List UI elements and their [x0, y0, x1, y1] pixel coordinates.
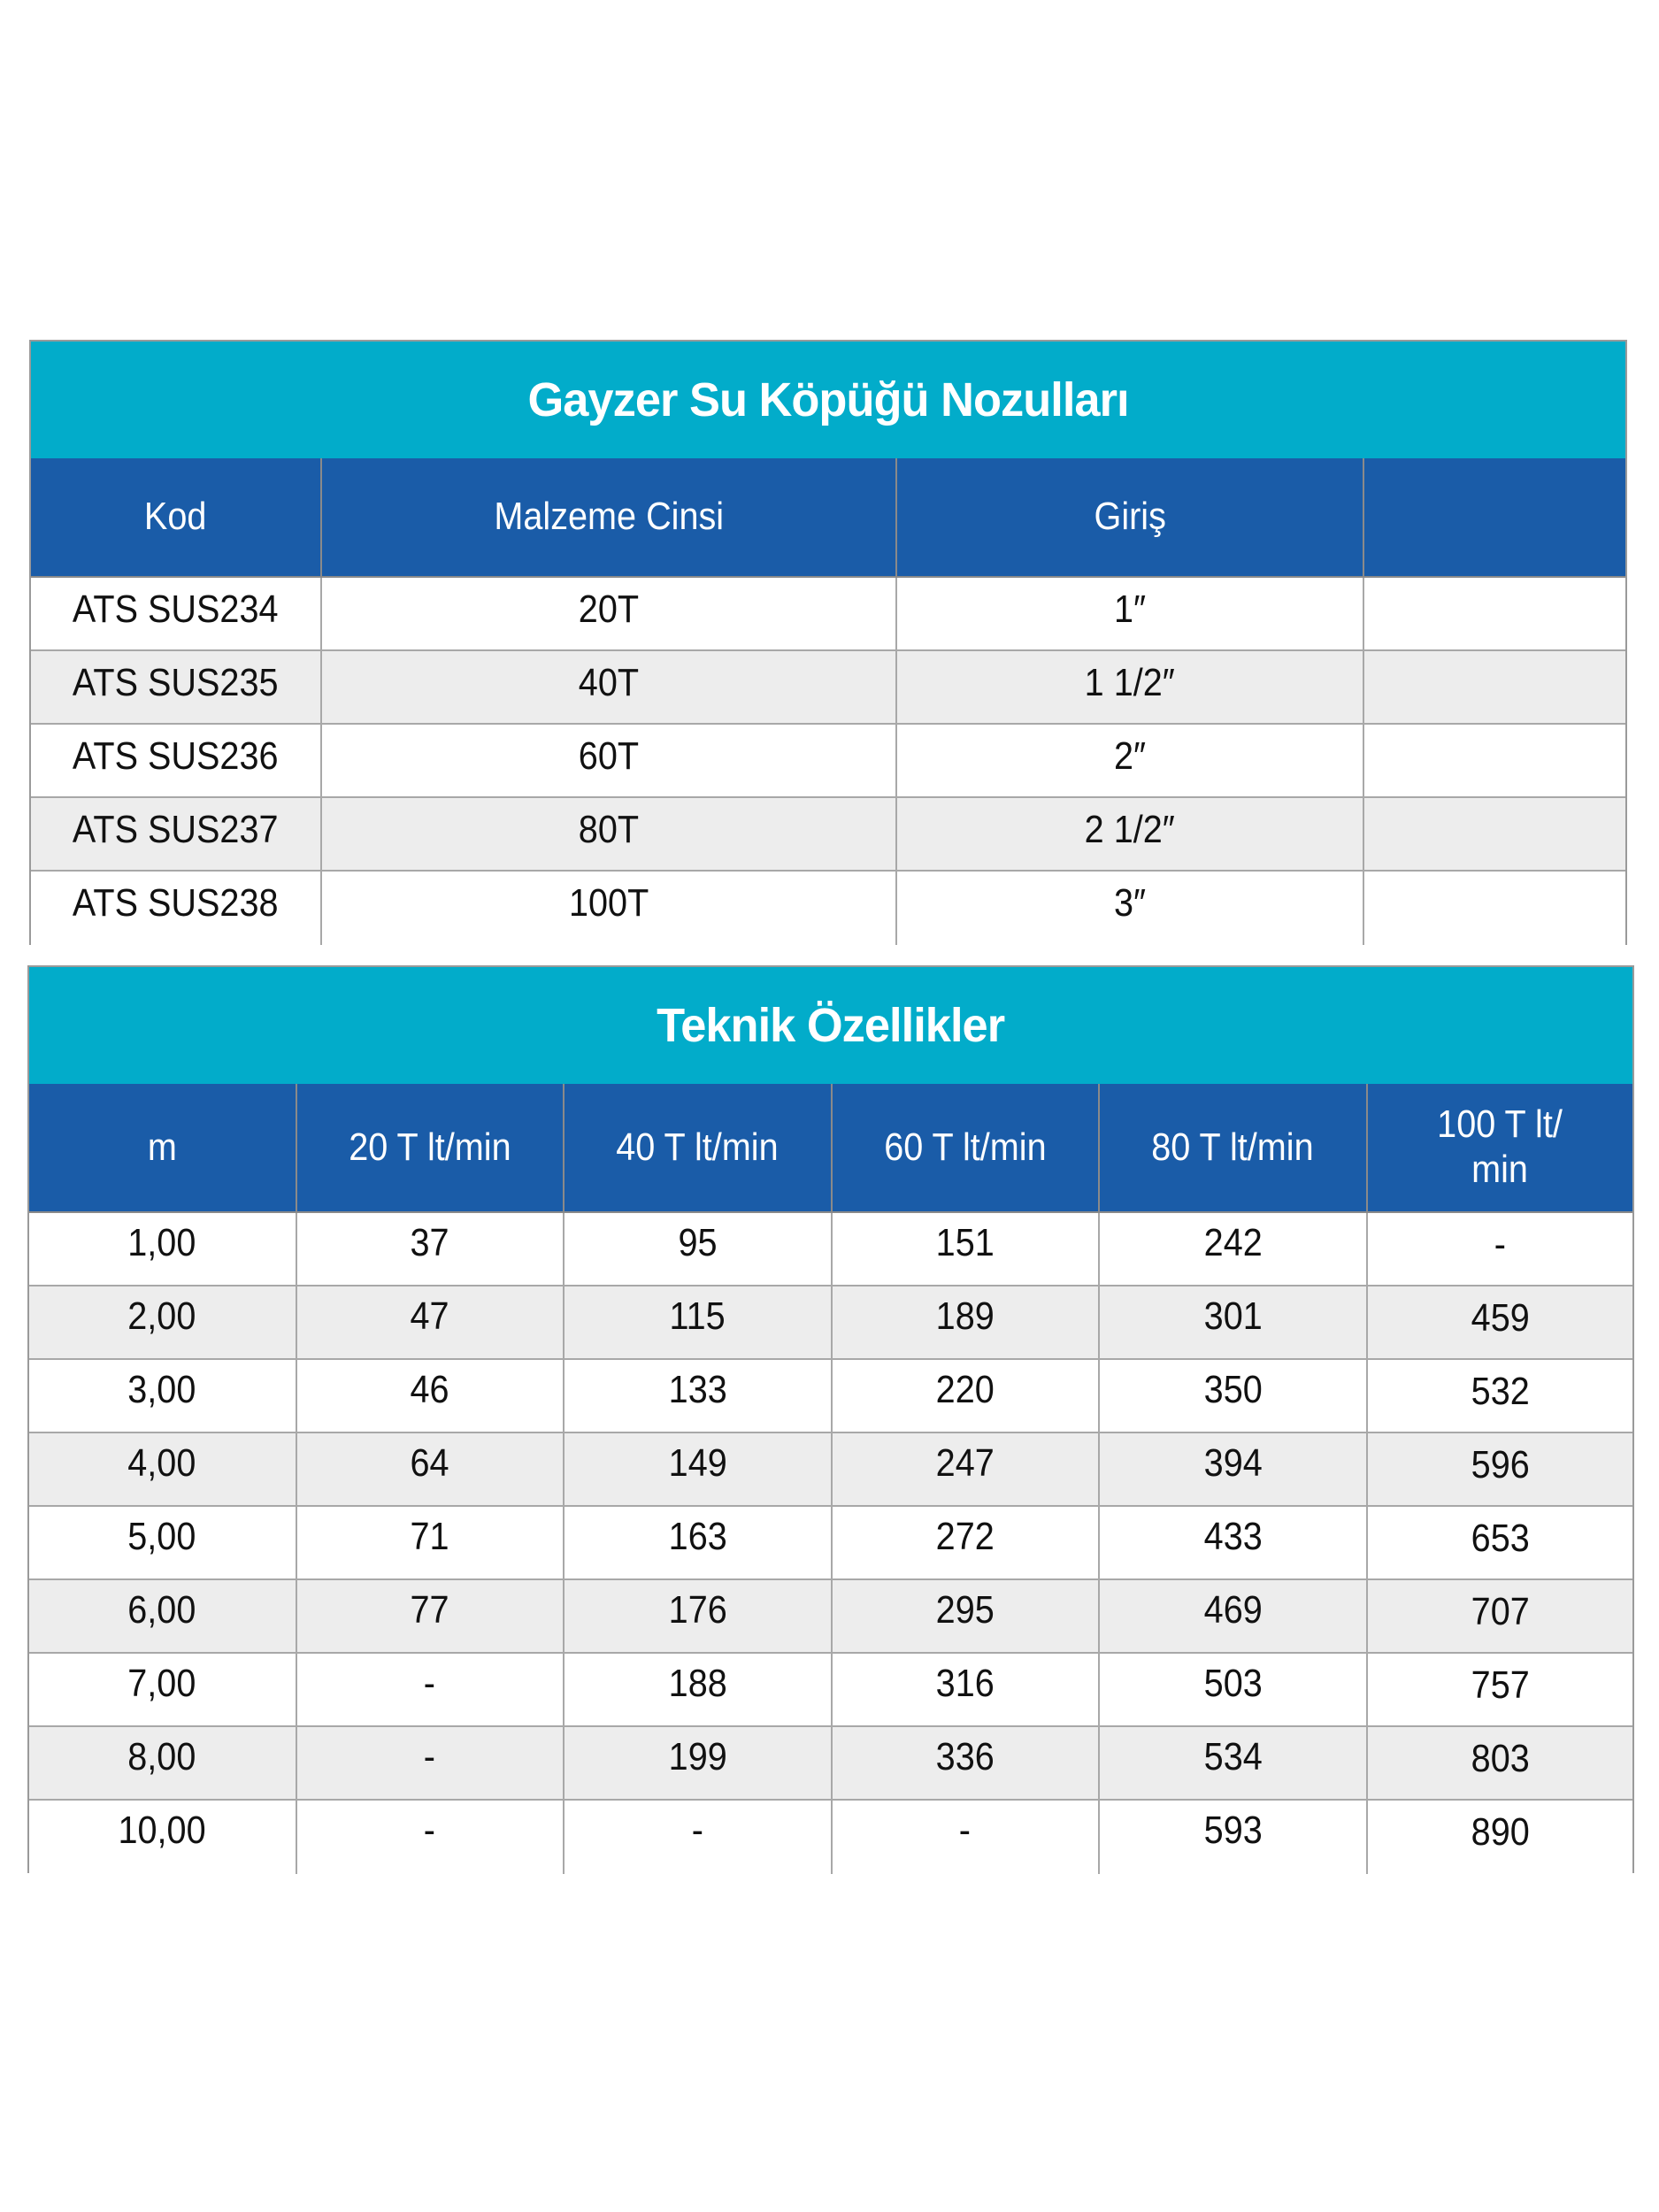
cell-value: 1″: [1113, 588, 1147, 631]
table-cell: [297, 1360, 565, 1432]
table-row: [29, 1433, 1632, 1507]
cell-value: 1 1/2″: [1084, 661, 1176, 704]
table-row: [29, 1580, 1632, 1654]
table-cell: [297, 1801, 565, 1874]
table-cell: [29, 1213, 297, 1285]
header-label: m: [147, 1125, 177, 1169]
specs-table: [27, 965, 1634, 1873]
table-cell: [1100, 1507, 1368, 1578]
header-label: 40 T lt/min: [616, 1125, 779, 1169]
table-cell: [31, 725, 322, 796]
table-cell: [1368, 1727, 1633, 1799]
table-row: [29, 1286, 1632, 1360]
table-cell: [833, 1213, 1101, 1285]
table-cell: [897, 872, 1364, 945]
table-cell: [31, 651, 322, 723]
cell-value: 247: [935, 1441, 995, 1485]
table-cell: [565, 1801, 833, 1874]
cell-value: -: [691, 1809, 703, 1852]
cell-value: 469: [1203, 1588, 1263, 1632]
table-cell: [31, 798, 322, 870]
table-cell: [1368, 1213, 1633, 1285]
cell-value: 64: [410, 1441, 449, 1485]
table-cell: [565, 1654, 833, 1725]
table-cell: [833, 1654, 1101, 1725]
nozzles-table: [29, 340, 1627, 945]
cell-value: 1,00: [127, 1221, 196, 1264]
cell-value: 2″: [1113, 734, 1147, 778]
table-cell: [1100, 1727, 1368, 1799]
table-cell: [565, 1507, 833, 1578]
cell-value: 77: [410, 1588, 449, 1632]
table-cell: [1368, 1507, 1633, 1578]
cell-value: 503: [1203, 1662, 1263, 1705]
cell-value: 80T: [578, 808, 640, 851]
cell-value: 8,00: [127, 1735, 196, 1778]
cell-value: 188: [668, 1662, 727, 1705]
table-cell: [1368, 1654, 1633, 1725]
cell-value: ATS SUS238: [73, 881, 279, 925]
nozzles-table-header-row: [31, 458, 1625, 578]
header-label: Kod: [144, 495, 207, 539]
table-cell: [322, 798, 897, 870]
table-cell: [297, 1286, 565, 1358]
header-cell-m: [29, 1084, 297, 1211]
table-cell: [1100, 1213, 1368, 1285]
cell-value: 2,00: [127, 1294, 196, 1338]
cell-value: 890: [1471, 1810, 1530, 1854]
table-cell: [29, 1286, 297, 1358]
table-cell: [29, 1433, 297, 1505]
table-cell: [1368, 1360, 1633, 1432]
header-label: Giriş: [1094, 495, 1166, 539]
cell-value: 803: [1471, 1737, 1530, 1780]
cell-value: 272: [935, 1515, 995, 1558]
table-cell: [833, 1580, 1101, 1652]
table-row: [31, 872, 1625, 945]
cell-value: 163: [668, 1515, 727, 1558]
table-cell: [1100, 1654, 1368, 1725]
table-cell: [1364, 725, 1625, 796]
cell-value: 336: [935, 1735, 995, 1778]
cell-value: 3″: [1113, 881, 1147, 925]
table-cell: [297, 1213, 565, 1285]
cell-value: -: [424, 1662, 436, 1705]
table-cell: [1364, 651, 1625, 723]
cell-value: 95: [678, 1221, 718, 1264]
cell-value: 242: [1203, 1221, 1263, 1264]
header-label: 80 T lt/min: [1151, 1125, 1314, 1169]
specs-table-header-row: [29, 1084, 1632, 1213]
cell-value: 2 1/2″: [1084, 808, 1176, 851]
table-cell: [322, 725, 897, 796]
cell-value: 60T: [578, 734, 640, 778]
cell-value: 3,00: [127, 1368, 196, 1411]
table-cell: [1100, 1433, 1368, 1505]
cell-value: 433: [1203, 1515, 1263, 1558]
table-cell: [565, 1727, 833, 1799]
cell-value: 47: [410, 1294, 449, 1338]
cell-value: 220: [935, 1368, 995, 1411]
cell-value: 149: [668, 1441, 727, 1485]
cell-value: -: [959, 1809, 972, 1852]
table-cell: [1364, 872, 1625, 945]
table-cell: [833, 1433, 1101, 1505]
table-cell: [1100, 1801, 1368, 1874]
table-row: [29, 1727, 1632, 1801]
table-cell: [897, 798, 1364, 870]
cell-value: -: [1494, 1223, 1506, 1266]
cell-value: 176: [668, 1588, 727, 1632]
cell-value: 115: [669, 1294, 726, 1338]
table-cell: [565, 1360, 833, 1432]
nozzles-table-title: Gayzer Su Köpüğü Nozulları: [527, 373, 1129, 426]
header-cell-100t: [1368, 1084, 1633, 1211]
table-cell: [297, 1727, 565, 1799]
table-row: [29, 1801, 1632, 1874]
table-cell: [29, 1360, 297, 1432]
table-cell: [29, 1801, 297, 1874]
cell-value: 189: [935, 1294, 995, 1338]
cell-value: 10,00: [118, 1809, 206, 1852]
table-cell: [31, 578, 322, 649]
table-cell: [1364, 578, 1625, 649]
table-row: [31, 578, 1625, 651]
header-cell-empty: [1364, 458, 1625, 576]
specs-table-title-bar: [29, 967, 1632, 1086]
specs-table-title: Teknik Özellikler: [657, 999, 1005, 1052]
cell-value: 757: [1471, 1663, 1530, 1707]
table-cell: [297, 1654, 565, 1725]
nozzles-table-title-bar: [31, 342, 1625, 460]
header-cell-malzeme-cinsi: [322, 458, 897, 576]
cell-value: 71: [410, 1515, 449, 1558]
table-cell: [297, 1507, 565, 1578]
header-cell-kod: [31, 458, 322, 576]
cell-value: 593: [1203, 1809, 1263, 1852]
cell-value: 596: [1471, 1443, 1530, 1486]
cell-value: 316: [935, 1662, 995, 1705]
cell-value: 301: [1203, 1294, 1263, 1338]
table-cell: [897, 651, 1364, 723]
table-cell: [833, 1507, 1101, 1578]
cell-value: ATS SUS235: [73, 661, 279, 704]
cell-value: 199: [668, 1735, 727, 1778]
header-cell-giris: [897, 458, 1364, 576]
cell-value: 295: [935, 1588, 995, 1632]
table-row: [31, 798, 1625, 872]
cell-value: 350: [1203, 1368, 1263, 1411]
table-row: [31, 725, 1625, 798]
cell-value: 459: [1471, 1296, 1530, 1340]
cell-value: 532: [1471, 1370, 1530, 1413]
cell-value: 7,00: [127, 1662, 196, 1705]
table-row: [29, 1654, 1632, 1727]
table-cell: [31, 872, 322, 945]
table-row: [29, 1213, 1632, 1286]
cell-value: 534: [1203, 1735, 1263, 1778]
cell-value: ATS SUS234: [73, 588, 279, 631]
table-cell: [1368, 1286, 1633, 1358]
table-cell: [322, 578, 897, 649]
header-cell-60t: [833, 1084, 1101, 1211]
header-label: Malzeme Cinsi: [494, 495, 724, 539]
cell-value: -: [424, 1809, 436, 1852]
header-label: 20 T lt/min: [349, 1125, 511, 1169]
table-cell: [29, 1654, 297, 1725]
cell-value: 20T: [578, 588, 640, 631]
cell-value: 4,00: [127, 1441, 196, 1485]
cell-value: -: [424, 1735, 436, 1778]
cell-value: 46: [410, 1368, 449, 1411]
table-cell: [1100, 1580, 1368, 1652]
table-cell: [1368, 1801, 1633, 1874]
table-cell: [1364, 798, 1625, 870]
table-cell: [897, 725, 1364, 796]
table-cell: [565, 1580, 833, 1652]
header-cell-20t: [297, 1084, 565, 1211]
table-row: [29, 1360, 1632, 1433]
cell-value: 707: [1471, 1590, 1530, 1633]
table-cell: [322, 651, 897, 723]
table-cell: [1368, 1433, 1633, 1505]
table-cell: [565, 1433, 833, 1505]
cell-value: 40T: [578, 661, 640, 704]
table-cell: [29, 1580, 297, 1652]
table-cell: [565, 1286, 833, 1358]
table-cell: [1100, 1286, 1368, 1358]
cell-value: 6,00: [127, 1588, 196, 1632]
table-row: [31, 651, 1625, 725]
table-cell: [29, 1507, 297, 1578]
cell-value: 133: [668, 1368, 727, 1411]
table-cell: [897, 578, 1364, 649]
header-label: 100 T lt/ min: [1437, 1102, 1563, 1191]
header-cell-80t: [1100, 1084, 1368, 1211]
table-cell: [1368, 1580, 1633, 1652]
table-cell: [297, 1580, 565, 1652]
table-cell: [833, 1801, 1101, 1874]
cell-value: ATS SUS236: [73, 734, 279, 778]
table-cell: [1100, 1360, 1368, 1432]
table-cell: [833, 1360, 1101, 1432]
cell-value: 653: [1471, 1517, 1530, 1560]
cell-value: 151: [935, 1221, 995, 1264]
table-cell: [297, 1433, 565, 1505]
header-label: 60 T lt/min: [884, 1125, 1047, 1169]
table-cell: [322, 872, 897, 945]
header-cell-40t: [565, 1084, 833, 1211]
cell-value: 394: [1203, 1441, 1263, 1485]
table-row: [29, 1507, 1632, 1580]
cell-value: 100T: [568, 881, 649, 925]
cell-value: 37: [410, 1221, 449, 1264]
table-cell: [565, 1213, 833, 1285]
table-cell: [833, 1727, 1101, 1799]
table-cell: [833, 1286, 1101, 1358]
cell-value: ATS SUS237: [73, 808, 279, 851]
table-cell: [29, 1727, 297, 1799]
cell-value: 5,00: [127, 1515, 196, 1558]
